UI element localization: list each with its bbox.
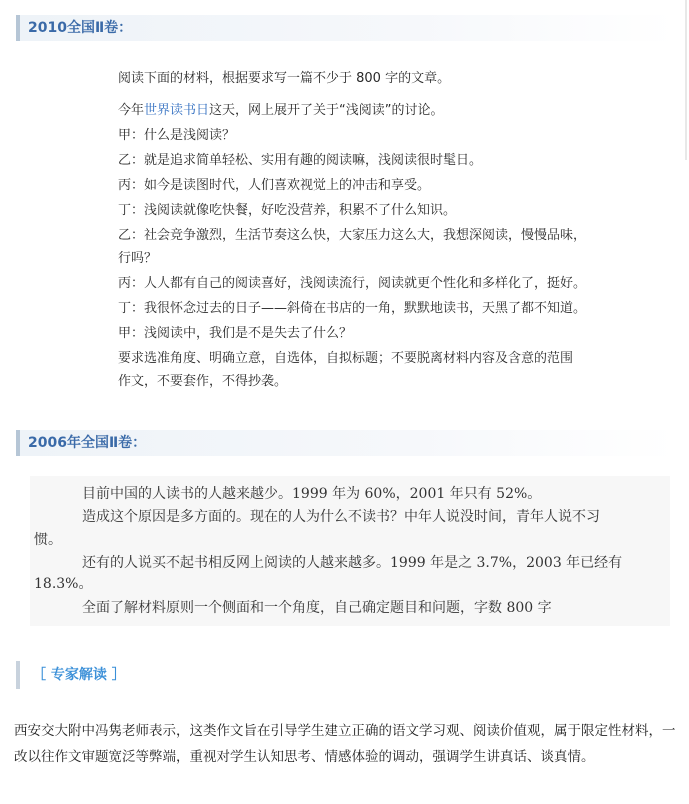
dialog-line: 甲：浅阅读中，我们是不是失去了什么？ — [118, 326, 353, 341]
material-intro: 阅读下面的材料，根据要求写一篇不少于 800 字的文章。 — [118, 71, 451, 86]
dialog-line: 乙：社会竞争激烈，生活节奏这么快，大家压力这么大，我想深阅读，慢慢品味， — [118, 228, 587, 243]
requirement-line: 要求选准角度、明确立意，自选体，自拟标题；不要脱离材料内容及含意的范围 — [118, 351, 574, 366]
world-book-day-link[interactable]: 世界读书日 — [144, 103, 210, 118]
section-title-2010: 2010全国Ⅱ卷： — [16, 15, 676, 41]
material-line: 18.3%。 — [34, 576, 93, 592]
material-2010 — [108, 56, 598, 400]
text-suffix: 这天，网上展开了关于“浅阅读”的讨论。 — [209, 103, 444, 118]
dialog-line: 甲：什么是浅阅读？ — [118, 128, 236, 143]
scrollbar[interactable] — [685, 0, 687, 160]
text-prefix: 今年 — [118, 103, 145, 118]
dialog-line: 丁：浅阅读就像吃快餐，好吃没营养，积累不了什么知识。 — [118, 203, 457, 218]
material-line — [118, 102, 444, 120]
material-line: 还有的人说买不起书相反网上阅读的人越来越多。1999 年是之 3.7%，2003 年已经有 — [82, 555, 623, 571]
material-line: 全面了解材料原则一个侧面和一个角度，自己确定题目和问题，字数 800 字 — [82, 600, 552, 616]
material-line: 目前中国的人读书的人越来越少。1999 年为 60%，2001 年只有 52%。 — [82, 486, 542, 502]
dialog-line: 乙：就是追求简单轻松、实用有趣的阅读嘛，浅阅读很时髦日。 — [118, 153, 483, 168]
requirement-line: 作文，不要套作，不得抄袭。 — [118, 374, 288, 389]
dialog-line: 丙：如今是读图时代，人们喜欢视觉上的冲击和享受。 — [118, 178, 431, 193]
material-2006 — [30, 476, 670, 626]
dialog-line: 丁：我很怀念过去的日子——斜倚在书店的一角，默默地读书，天黑了都不知道。 — [118, 301, 587, 316]
dialog-line: 丙：人人都有自己的阅读喜好，浅阅读流行，阅读就更个性化和多样化了，挺好。 — [118, 276, 587, 291]
expert-analysis-title: ［ 专家解读 ］ — [16, 661, 316, 689]
material-line: 惯。 — [34, 532, 62, 548]
section-title-2006: 2006年全国Ⅱ卷： — [16, 430, 676, 456]
material-line: 造成这个原因是多方面的。现在的人为什么不读书？中年人说没时间，青年人说不习 — [82, 509, 600, 525]
dialog-line: 行吗？ — [118, 251, 158, 266]
expert-analysis-text: 西安交大附中冯隽老师表示，这类作文旨在引导学生建立正确的语文学习观、阅读价值观，属于限定性材料，一改以往作文审题宽泛等弊端，重视对学生认知思考、情感体验的调动，强调学生讲真话、谈真情。 — [14, 723, 676, 765]
